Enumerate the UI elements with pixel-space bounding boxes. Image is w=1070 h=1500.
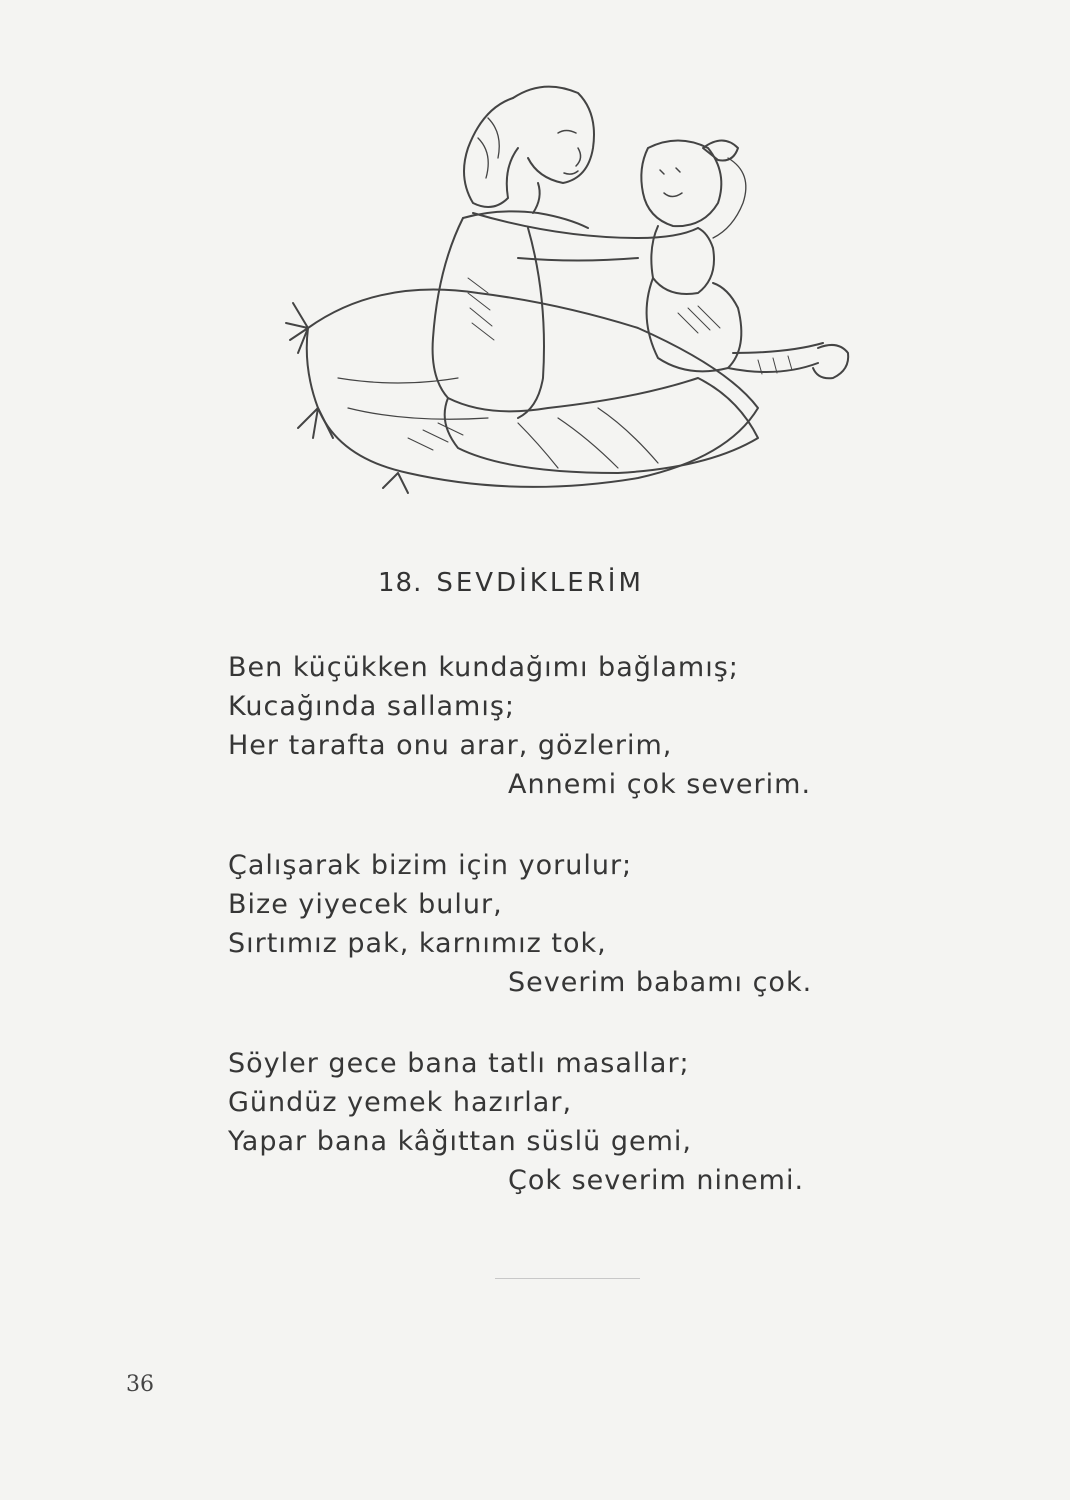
stanza-line: Her tarafta onu arar, gözlerim, <box>228 730 673 761</box>
stanza-line: Ben küçükken kundağımı bağlamış; <box>228 652 739 683</box>
stanza-line: Gündüz yemek hazırlar, <box>228 1087 573 1118</box>
poem-title-text: SEVDİKLERİM <box>436 568 644 598</box>
stanza-2 <box>228 846 928 1002</box>
stanza-refrain-line: Severim babamı çok. <box>508 967 813 998</box>
stanza-line: Kucağında sallamış; <box>228 691 516 722</box>
stanza-1 <box>228 648 928 804</box>
poem-title <box>378 568 644 598</box>
stanza-refrain-line: Çok severim ninemi. <box>508 1165 805 1196</box>
poem-number: 18. <box>378 568 423 598</box>
stanza-3 <box>228 1044 928 1200</box>
stanza-refrain-line: Annemi çok severim. <box>508 769 812 800</box>
stanza-line: Sırtımız pak, karnımız tok, <box>228 928 607 959</box>
mother-hugging-child-illustration <box>258 78 870 498</box>
stanza-line: Yapar bana kâğıttan süslü gemi, <box>228 1126 692 1157</box>
end-divider <box>495 1278 640 1279</box>
stanza-line: Söyler gece bana tatlı masallar; <box>228 1048 690 1079</box>
stanza-line: Çalışarak bizim için yorulur; <box>228 850 633 881</box>
stanza-line: Bize yiyecek bulur, <box>228 889 503 920</box>
page-number: 36 <box>126 1372 154 1397</box>
